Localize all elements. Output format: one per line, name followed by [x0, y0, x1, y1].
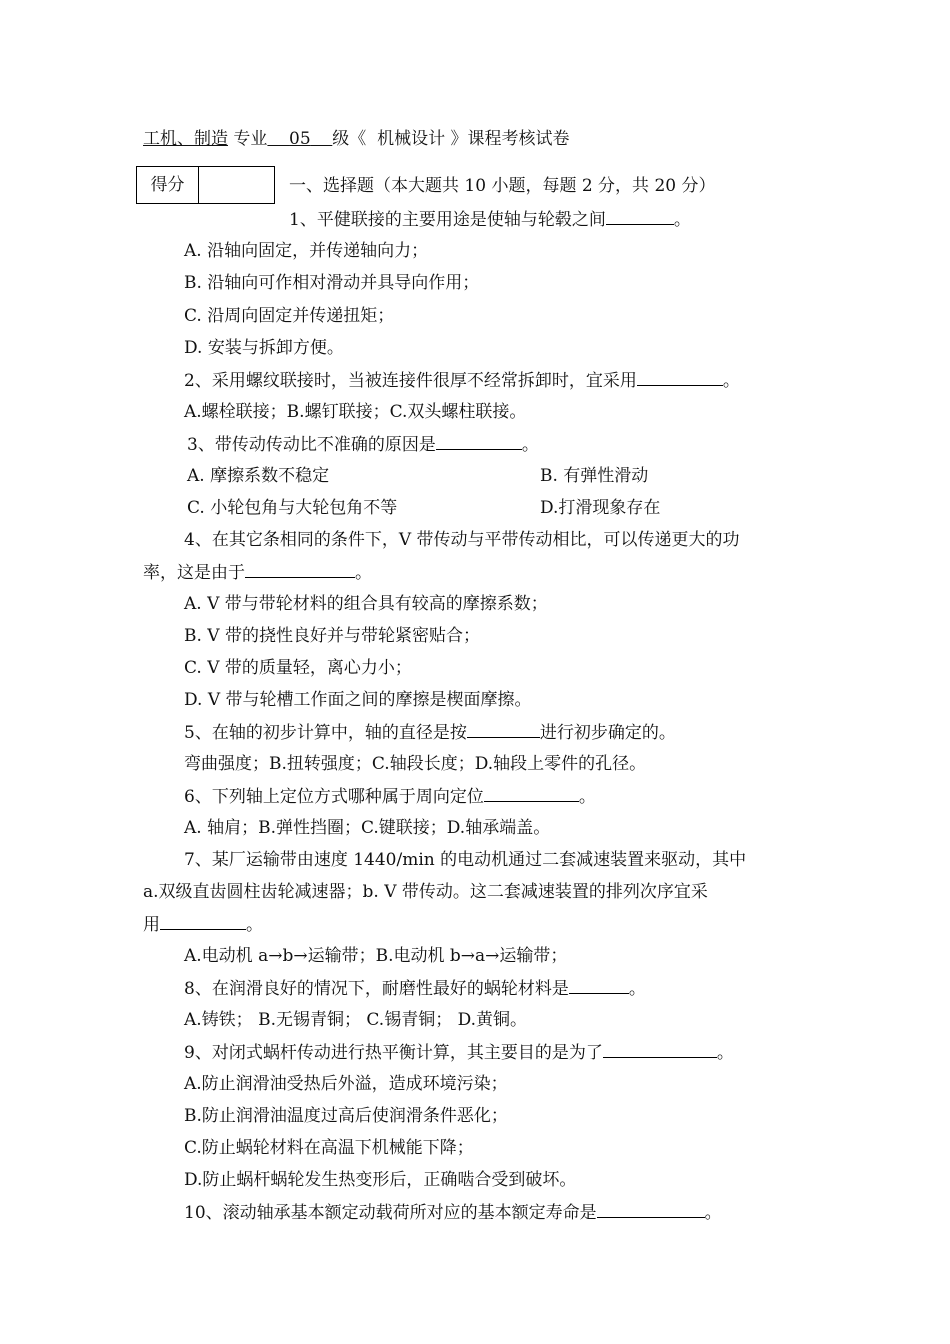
header-major: 工机、制造 [143, 129, 228, 149]
score-value-cell[interactable] [199, 167, 274, 203]
q7-options: A.电动机 a→b→运输带；B.电动机 b→a→运输带； [184, 946, 568, 966]
q6-stem: 6、下列轴上定位方式哪种属于周向定位 。 [184, 787, 596, 807]
q4-option-a: A. V 带与带轮材料的组合具有较高的摩擦系数； [184, 594, 548, 614]
q5-blank[interactable] [467, 721, 540, 738]
q8-options: A.铸铁； B.无锡青铜； C.锡青铜； D.黄铜。 [184, 1010, 528, 1030]
q1-option-a: A. 沿轴向固定，并传递轴向力； [184, 241, 429, 261]
score-label: 得分 [137, 167, 199, 203]
q3-blank[interactable] [436, 433, 522, 450]
q7-stem-line3: 用 。 [143, 915, 263, 935]
q2-stem: 2、采用螺纹联接时，当被连接件很厚不经常拆卸时，宜采用 。 [184, 371, 740, 391]
q3-option-a: A. 摩擦系数不稳定 [187, 466, 330, 486]
header-grade: 05 [289, 129, 311, 149]
q4-option-c: C. V 带的质量轻，离心力小； [184, 658, 412, 678]
q4-option-b: B. V 带的挠性良好并与带轮紧密贴合； [184, 626, 480, 646]
header-grade-label: 级《 [332, 129, 367, 149]
q8-stem: 8、在润滑良好的情况下，耐磨性最好的蜗轮材料是 。 [184, 979, 646, 999]
section-title: 一、选择题（本大题共 10 小题，每题 2 分，共 20 分） [289, 176, 716, 196]
q3-option-c: C. 小轮包角与大轮包角不等 [187, 498, 398, 518]
q9-option-d: D.防止蜗杆蜗轮发生热变形后，正确啮合受到破坏。 [184, 1170, 577, 1190]
q9-option-a: A.防止润滑油受热后外溢，造成环境污染； [184, 1074, 508, 1094]
q9-blank[interactable] [603, 1041, 717, 1058]
q4-stem-line2: 率，这是由于 。 [143, 563, 372, 583]
q1-blank[interactable] [606, 208, 674, 225]
q7-stem-line1: 7、某厂运输带由速度 1440/min 的电动机通过二套减速装置来驱动，其中 [184, 850, 747, 870]
header-course: 机械设计 [377, 129, 446, 149]
q8-blank[interactable] [569, 977, 629, 994]
header-major-label: 专业 [233, 129, 268, 149]
q9-option-c: C.防止蜗轮材料在高温下机械能下降； [184, 1138, 474, 1158]
q1-stem: 1、平健联接的主要用途是使轴与轮毂之间 。 [289, 210, 691, 230]
q7-stem-line2: a.双级直齿圆柱齿轮减速器；b. V 带传动。这二套减速装置的排列次序宜采 [143, 882, 708, 902]
q2-blank[interactable] [637, 369, 723, 386]
q4-stem-line1: 4、在其它条相同的条件下，V 带传动与平带传动相比，可以传递更大的功 [184, 530, 740, 550]
header-suffix: 》课程考核试卷 [450, 129, 570, 149]
q3-stem: 3、带传动传动比不准确的原因是 。 [187, 435, 539, 455]
q2-options: A.螺栓联接；B.螺钉联接；C.双头螺柱联接。 [184, 402, 527, 422]
score-box [136, 166, 275, 204]
q10-blank[interactable] [597, 1201, 705, 1218]
q9-option-b: B.防止润滑油温度过高后使润滑条件恶化； [184, 1106, 508, 1126]
q3-option-d: D.打滑现象存在 [540, 498, 661, 518]
q7-blank[interactable] [160, 913, 246, 930]
q4-option-d: D. V 带与轮槽工作面之间的摩擦是楔面摩擦。 [184, 690, 532, 710]
q4-blank[interactable] [245, 561, 355, 578]
q6-blank[interactable] [484, 785, 579, 802]
q1-option-c: C. 沿周向固定并传递扭矩； [184, 306, 395, 326]
q10-stem: 10、滚动轴承基本额定动载荷所对应的基本额定寿命是 。 [184, 1203, 722, 1223]
q1-option-b: B. 沿轴向可作相对滑动并具导向作用； [184, 273, 480, 293]
q5-stem: 5、在轴的初步计算中，轴的直径是按 进行初步确定的。 [184, 723, 676, 743]
q9-stem: 9、对闭式蜗杆传动进行热平衡计算，其主要目的是为了 。 [184, 1043, 734, 1063]
q6-options: A. 轴肩；B.弹性挡圈；C.键联接；D.轴承端盖。 [184, 818, 551, 838]
q3-option-b: B. 有弹性滑动 [540, 466, 649, 486]
exam-header [143, 128, 570, 150]
q5-options: 弯曲强度；B.扭转强度；C.轴段长度；D.轴段上零件的孔径。 [184, 754, 647, 774]
q1-option-d: D. 安装与拆卸方便。 [184, 338, 344, 358]
